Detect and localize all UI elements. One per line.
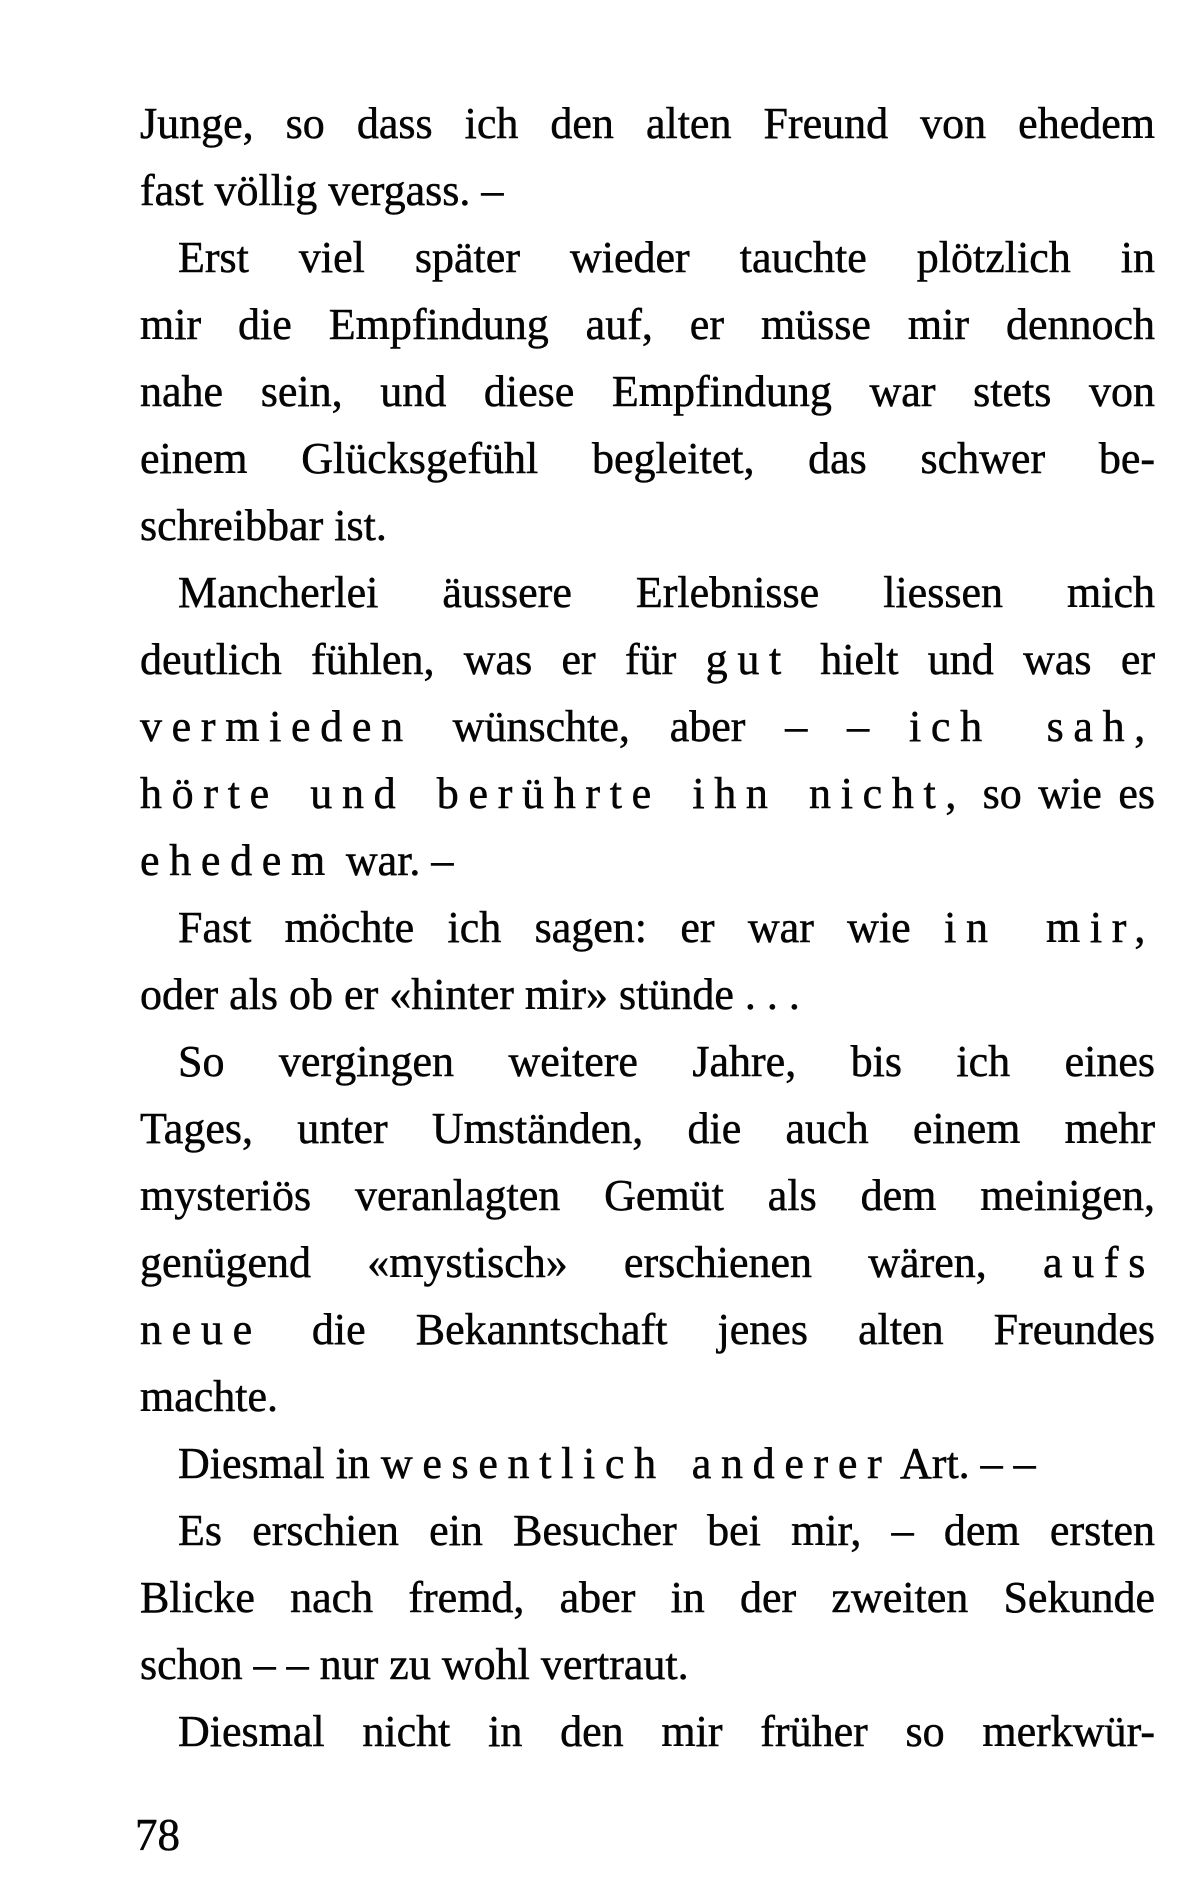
text-segment: Mancherlei äussere Erlebnisse liessen mich [178, 568, 1155, 617]
text-line [140, 961, 1155, 1028]
text-segment: So vergingen weitere Jahre, bis ich eines [178, 1037, 1155, 1086]
letterspaced-emphasis-text: gut [705, 635, 791, 684]
text-segment: Diesmal nicht in den mir früher so merkwür- [178, 1707, 1155, 1756]
text-line [140, 1095, 1155, 1162]
text-segment: Blicke nach fremd, aber in der zweiten Sekunde [140, 1573, 1155, 1622]
letterspaced-emphasis-text: in mir, [944, 903, 1156, 952]
letterspaced-emphasis-text: wesentlich anderer [380, 1439, 892, 1488]
text-segment: nahe sein, und diese Empfindung war stets von [140, 367, 1155, 416]
text-line [140, 1363, 1155, 1430]
text-segment: hielt und was er [790, 635, 1156, 684]
text-line [140, 358, 1155, 425]
letterspaced-emphasis-text: neue [140, 1305, 262, 1354]
text-line [140, 425, 1155, 492]
letterspaced-emphasis-text: ehedem [140, 836, 335, 885]
text-line [140, 626, 1155, 693]
text-segment: so wie es [966, 769, 1155, 818]
text-segment: machte. [140, 1372, 279, 1421]
text-line [140, 224, 1155, 291]
text-segment: deutlich fühlen, was er für [140, 635, 706, 684]
text-line [140, 559, 1155, 626]
text-segment: fast völlig vergass. – [140, 166, 504, 215]
letterspaced-emphasis-text: hörte und berührte ihn nicht, [140, 769, 967, 818]
text-segment: mysteriös veranlagten Gemüt als dem meinigen, [140, 1171, 1155, 1220]
text-line [140, 492, 1155, 559]
text-segment: war. – [334, 836, 454, 885]
text-line [140, 1028, 1155, 1095]
text-segment: Erst viel später wieder tauchte plötzlich in [178, 233, 1155, 282]
text-segment: Art. – – [891, 1439, 1036, 1488]
text-line [140, 693, 1155, 760]
text-line [140, 894, 1155, 961]
text-line [140, 1564, 1155, 1631]
text-segment: Junge, so dass ich den alten Freund von ehedem [140, 99, 1155, 148]
text-line [140, 157, 1155, 224]
text-line [140, 1497, 1155, 1564]
text-line [140, 1631, 1155, 1698]
text-segment: Diesmal in [178, 1439, 381, 1488]
letterspaced-emphasis-text: aufs [1042, 1238, 1155, 1287]
page-number: 78 [135, 1810, 180, 1860]
text-line [140, 1229, 1155, 1296]
text-segment: Es erschien ein Besucher bei mir, – dem ersten [178, 1506, 1155, 1555]
page-text-block [140, 90, 1155, 1765]
text-line [140, 827, 1155, 894]
text-segment: Tages, unter Umständen, die auch einem mehr [140, 1104, 1155, 1153]
letterspaced-emphasis-text: vermieden [140, 702, 413, 751]
text-line [140, 90, 1155, 157]
text-segment: schreibbar ist. [140, 501, 387, 550]
text-line [140, 291, 1155, 358]
text-segment: wünschte, aber – – [412, 702, 909, 751]
text-line [140, 1698, 1155, 1765]
text-line [140, 1162, 1155, 1229]
text-segment: schon – – nur zu wohl vertraut. [140, 1640, 689, 1689]
text-segment: genügend «mystisch» erschienen wären, [140, 1238, 1043, 1287]
text-segment: einem Glücksgefühl begleitet, das schwer be- [140, 434, 1155, 483]
text-line [140, 1296, 1155, 1363]
text-line [140, 1430, 1155, 1497]
letterspaced-emphasis-text: ich sah, [909, 702, 1155, 751]
text-segment: die Bekanntschaft jenes alten Freundes [261, 1305, 1155, 1354]
text-segment: Fast möchte ich sagen: er war wie [178, 903, 945, 952]
text-segment: oder als ob er «hinter mir» stünde . . . [140, 970, 800, 1019]
text-line [140, 760, 1155, 827]
text-segment: mir die Empfindung auf, er müsse mir dennoch [140, 300, 1155, 349]
